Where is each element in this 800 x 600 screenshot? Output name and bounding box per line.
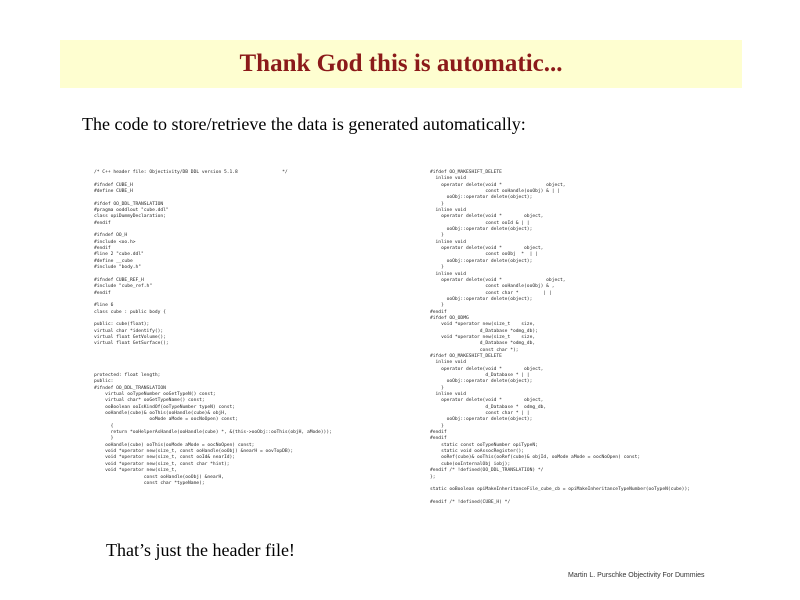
code-line: } [430, 303, 444, 309]
code-line: const ooObj * | | [430, 252, 538, 258]
code-line: ooObj::operator delete(object); [430, 195, 533, 201]
code-line: const char *typeName); [94, 480, 205, 486]
code-line: operator delete(void * object, [430, 277, 566, 283]
code-line: static ooBoolean opiMakeInheritanceFile_cube_cb = opiMakeInheritanceTypeNumber(ooTypeN(cube)); [430, 487, 690, 493]
code-line: operator delete(void * object, [430, 182, 566, 188]
code-line: #ifndef OO_H [94, 233, 128, 239]
code-line: operator delete(void * object, [430, 214, 544, 220]
code-line: public: [94, 379, 114, 385]
code-line: const ooHandle(ooObj) & , [430, 284, 555, 290]
code-line: void *operator new(size_t size, [430, 334, 536, 340]
code-line: ooObj::operator delete(object); [430, 296, 533, 302]
code-line: virtual float GetVolume(); [94, 334, 166, 340]
code-line: #ifndef OO_DDL_TRANSLATION [94, 385, 166, 391]
code-line: const char * | | [430, 411, 530, 417]
code-line: class cube : public body { [94, 309, 166, 315]
code-line: protected: float length; [94, 373, 161, 378]
code-line: #endif [430, 309, 447, 315]
code-listing-right [430, 170, 730, 506]
code-line: } [430, 423, 444, 429]
code-line: #ifndef CUBE_REF_H [94, 277, 144, 283]
code-line: #endif /* !defined(OO_DDL_TRANSLATION) */ [430, 468, 544, 474]
code-line: inline void [430, 360, 466, 366]
code-line: const ooHandle(ooObj) & | | [430, 189, 560, 195]
code-line: inline void [430, 271, 466, 277]
code-line: #endif [94, 220, 111, 226]
code-line: } [430, 385, 444, 391]
code-line: return *ooHelperAsHandle(ooHandle(cube) *, &(this->ooObj::ooThis(objH, aMode))); [94, 430, 332, 436]
code-line: const ooId & | | [430, 220, 530, 226]
code-line: virtual char* ooGetTypeName() const; [94, 398, 205, 404]
code-line: inline void [430, 176, 466, 182]
code-line: /* C++ header file: Objectivity/DB DDL version 5.1.8 */ [94, 170, 288, 175]
code-line: d_Database * odmg_db, [430, 404, 547, 410]
code-line: #ifndef CUBE_H [94, 182, 133, 188]
code-line: #line 6 [94, 303, 114, 309]
code-line: cube(ooInternalObj iobj); [430, 461, 511, 467]
title-band [60, 40, 742, 88]
code-line: d_Database *odmg_db, [430, 341, 536, 347]
code-line: void *operator new(size_t size, [430, 322, 536, 328]
code-line: ooHandle(cube)& ooThis(ooHandle(cube)& objH, [94, 411, 227, 417]
code-line: static const ooTypeNumber opiTypeN; [430, 442, 538, 448]
code-line: ooObj::operator delete(object); [430, 227, 533, 233]
code-listing-left [94, 170, 414, 487]
code-line: { [94, 423, 114, 429]
code-line: d_Database * | | [430, 373, 530, 378]
code-line: #ifdef OO_MAKESHIFT_DELETE [430, 353, 502, 359]
code-line: ooObj::operator delete(object); [430, 379, 533, 385]
code-line: inline void [430, 208, 466, 214]
code-line: } [430, 233, 444, 239]
code-line: class opiDummyDeclaration; [94, 214, 166, 220]
code-line: ooObj::operator delete(object); [430, 417, 533, 423]
code-line: public: cube(float); [94, 322, 150, 328]
code-line: inline void [430, 239, 466, 245]
code-line: const char * | | [430, 290, 552, 296]
code-line: #endif /* !defined(CUBE_H) */ [430, 499, 511, 505]
footer-credit: Martin L. Purschke Objectivity For Dummies [568, 572, 705, 579]
code-line: ooRef(cube)& ooThis(ooRef(cube)& objId, ooMode aMode = oocNoOpen) const; [430, 455, 641, 461]
code-line: virtual float GetSurface(); [94, 341, 169, 347]
code-line: #pragma ooddlout "cube.ddl" [94, 208, 169, 214]
code-line: #define __cube [94, 258, 133, 264]
code-line: void *operator new(size_t, [94, 468, 177, 474]
code-line: #ifdef OO_DDL_TRANSLATION [94, 201, 164, 207]
code-line: void *operator new(size_t, const ooHandle(ooObj) &nearH = oovTopDB); [94, 449, 294, 455]
code-line: ooObj::operator delete(object); [430, 258, 533, 264]
slide-title: Thank God this is automatic... [239, 50, 563, 77]
code-line: } [94, 436, 114, 442]
code-line: ooBoolean ooIsKindOf(ooTypeNumber typeN) const; [94, 404, 236, 410]
code-line: #endif [430, 430, 447, 436]
code-line: void *operator new(size_t, const ooId& nearId); [94, 455, 236, 461]
outro-text: That’s just the header file! [106, 540, 295, 560]
code-line: #include "body.h" [94, 265, 142, 271]
code-line: operator delete(void * object, [430, 246, 544, 252]
code-line: inline void [430, 392, 466, 398]
code-line: #endif [430, 436, 447, 442]
code-line: operator delete(void * object, [430, 366, 544, 372]
code-line: static void ooAssocRegister(); [430, 449, 525, 455]
code-line: ooMode aMode = oocNoOpen) const; [94, 417, 238, 423]
code-line: #line 2 "cube.ddl" [94, 252, 144, 258]
code-line: void *operator new(size_t, const char *hint); [94, 461, 230, 467]
code-line: }; [430, 474, 436, 480]
intro-text: The code to store/retrieve the data is generated automatically: [82, 114, 526, 134]
code-line: operator delete(void * object, [430, 398, 544, 404]
code-line: #ifdef OO_MAKESHIFT_DELETE [430, 170, 502, 175]
code-line: #define CUBE_H [94, 189, 133, 195]
code-line: #include "cube_ref.h" [94, 284, 153, 290]
code-line: #endif [94, 290, 111, 296]
code-line: #endif [94, 246, 111, 252]
code-line: const char *); [430, 347, 519, 353]
code-line: d_Database *odmg_db); [430, 328, 538, 334]
code-line: } [430, 201, 444, 207]
code-line: ooHandle(cube) ooThis(ooMode aMode = oocNoOpen) const; [94, 442, 255, 448]
code-line: virtual ooTypeNumber ooGetTypeN() const; [94, 392, 216, 398]
code-line: } [430, 265, 444, 271]
code-line: #ifdef OO_ODMG [430, 315, 469, 321]
code-line: const ooHandle(ooObj) &nearH, [94, 474, 224, 480]
code-line: #include <oo.h> [94, 239, 136, 245]
code-line: virtual char *identify(); [94, 328, 164, 334]
